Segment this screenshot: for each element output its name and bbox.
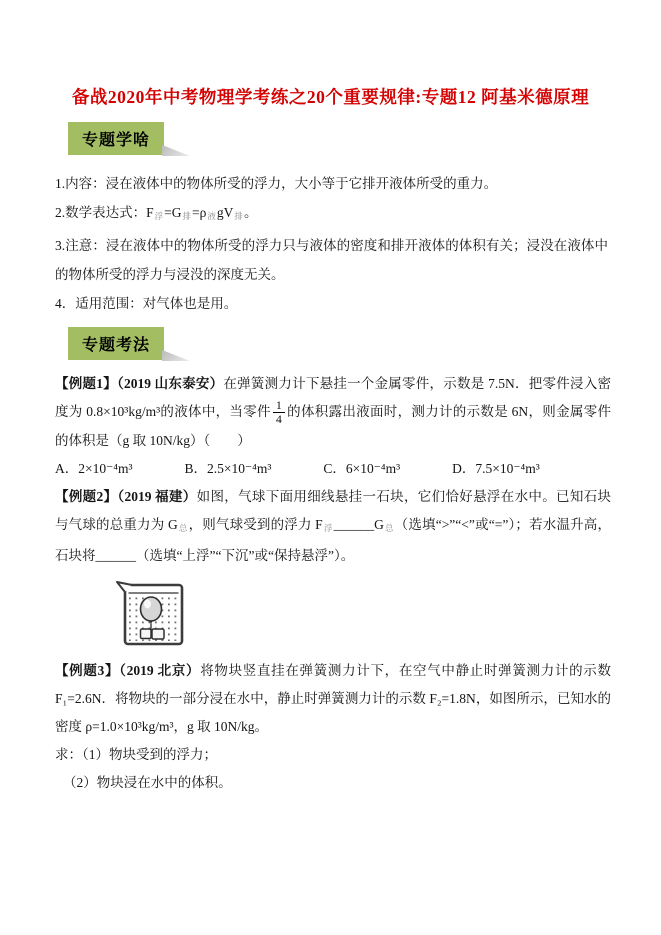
formula-mid2: =ρ xyxy=(192,205,207,220)
example-3-label: 【例题3】（2019 北京） xyxy=(55,662,201,678)
beaker-figure-svg xyxy=(115,578,191,650)
badge-corner-shadow xyxy=(162,145,190,156)
formula-sub-displaced1: 排 xyxy=(182,211,192,221)
example-2-text1: 如图，气球下面用细线悬挂一石块，它们恰好悬浮在水中。已知石块与气球的总重力为 G xyxy=(55,488,612,532)
badge-exam-label: 专题考法 xyxy=(68,327,164,360)
formula-sub-liquid: 液 xyxy=(207,211,216,221)
example-2-text2: ，则气球受到的浮力 F xyxy=(188,516,323,532)
example-2-text5: （选填“上浮”“下沉”或“保持悬浮”）。 xyxy=(136,547,355,563)
example-1-label: 【例题1】（2019 山东泰安） xyxy=(55,376,224,391)
example-2-label: 【例题2】（2019 福建） xyxy=(55,488,197,504)
formula-suffix: 。 xyxy=(243,205,258,220)
example-1-text1: 在弹簧测力计下悬挂一个金属零件，示数是 7.5N．把零件浸入密度为 0.8×10³kg/m³的液体中，当零件 xyxy=(55,376,612,419)
summary-item-1: 1.内容：浸在液体中的物体所受的浮力，大小等于它排开液体所受的重力。 xyxy=(55,176,498,191)
balloon-highlight xyxy=(144,599,151,608)
option-b: B．2.5×10⁻⁴m³ xyxy=(184,460,272,476)
badge-corner-shadow xyxy=(162,350,190,361)
formula-sub-displaced2: 排 xyxy=(234,211,243,221)
example-3-paragraph xyxy=(55,657,611,741)
fraction-numerator: 1 xyxy=(273,399,285,413)
option-d: D．7.5×10⁻⁴m³ xyxy=(452,460,540,476)
balloon xyxy=(141,597,162,621)
section-badge-learn xyxy=(68,122,164,155)
example-1-options-row xyxy=(55,455,611,483)
sub-buoyancy: 浮 xyxy=(323,522,333,533)
example-3-ask-1: 求：（1）物块受到的浮力； xyxy=(55,746,217,762)
examples-section xyxy=(55,370,611,797)
formula-sub-buoyancy: 浮 xyxy=(154,211,164,221)
example-2-blank-2: ______ xyxy=(95,547,136,563)
example-2-blank-1: ______ xyxy=(333,516,375,532)
section-badge-exam xyxy=(68,327,164,360)
beaker-balloon-stone-figure xyxy=(115,578,611,655)
summary-section xyxy=(55,169,608,318)
beaker-spout xyxy=(117,582,132,592)
example-2-text3: G xyxy=(374,516,384,532)
example-1-text2: 的体积露出液面时，测力计的示数是 6N，则金属零件的体积是（g 取 10N/kg）（ ） xyxy=(55,404,612,448)
badge-learn-label: 专题学啥 xyxy=(68,122,164,155)
option-a: A．2×10⁻⁴m³ xyxy=(55,460,133,476)
sub-total2: 总 xyxy=(384,522,394,533)
stone-right xyxy=(152,629,164,639)
summary-item-4: 4．适用范围：对气体也是用。 xyxy=(55,296,238,311)
summary-item-formula xyxy=(55,198,608,231)
formula-mid3: gV xyxy=(216,205,234,220)
example-1-paragraph xyxy=(55,370,611,455)
example-3-ask-2: （2）物块浸在水中的体积。 xyxy=(63,774,232,790)
example-3-text: 将物块竖直挂在弹簧测力计下，在空气中静止时弹簧测力计的示数 F₁=2.6N．将物块的一部分浸在水中，静止时弹簧测力计的示数 F₂=1.8N，如图所示，已知水的密度 ρ=1.0×10³kg/m³，g 取 10N/kg。 xyxy=(55,662,611,734)
sub-total1: 总 xyxy=(178,522,188,533)
stone-left xyxy=(141,629,152,639)
example-2-text4: （选填“>”“<”或“=”）；若水温升高，石块将 xyxy=(55,516,611,563)
summary-item-3: 3.注意：浸在液体中的物体所受的浮力只与液体的密度和排开液体的体积有关；浸没在液体中的物体所受的浮力与浸没的深度无关。 xyxy=(55,238,608,282)
fraction-denominator: 4 xyxy=(275,412,282,427)
fraction-one-quarter xyxy=(273,399,285,426)
formula-prefix: 2.数学表达式：F xyxy=(55,205,154,220)
page-title: 备战2020年中考物理学考练之20个重要规律:专题12 阿基米德原理 xyxy=(71,87,590,107)
example-2-paragraph xyxy=(55,483,611,570)
option-c: C．6×10⁻⁴m³ xyxy=(323,460,401,476)
formula-mid1: =G xyxy=(164,205,182,220)
